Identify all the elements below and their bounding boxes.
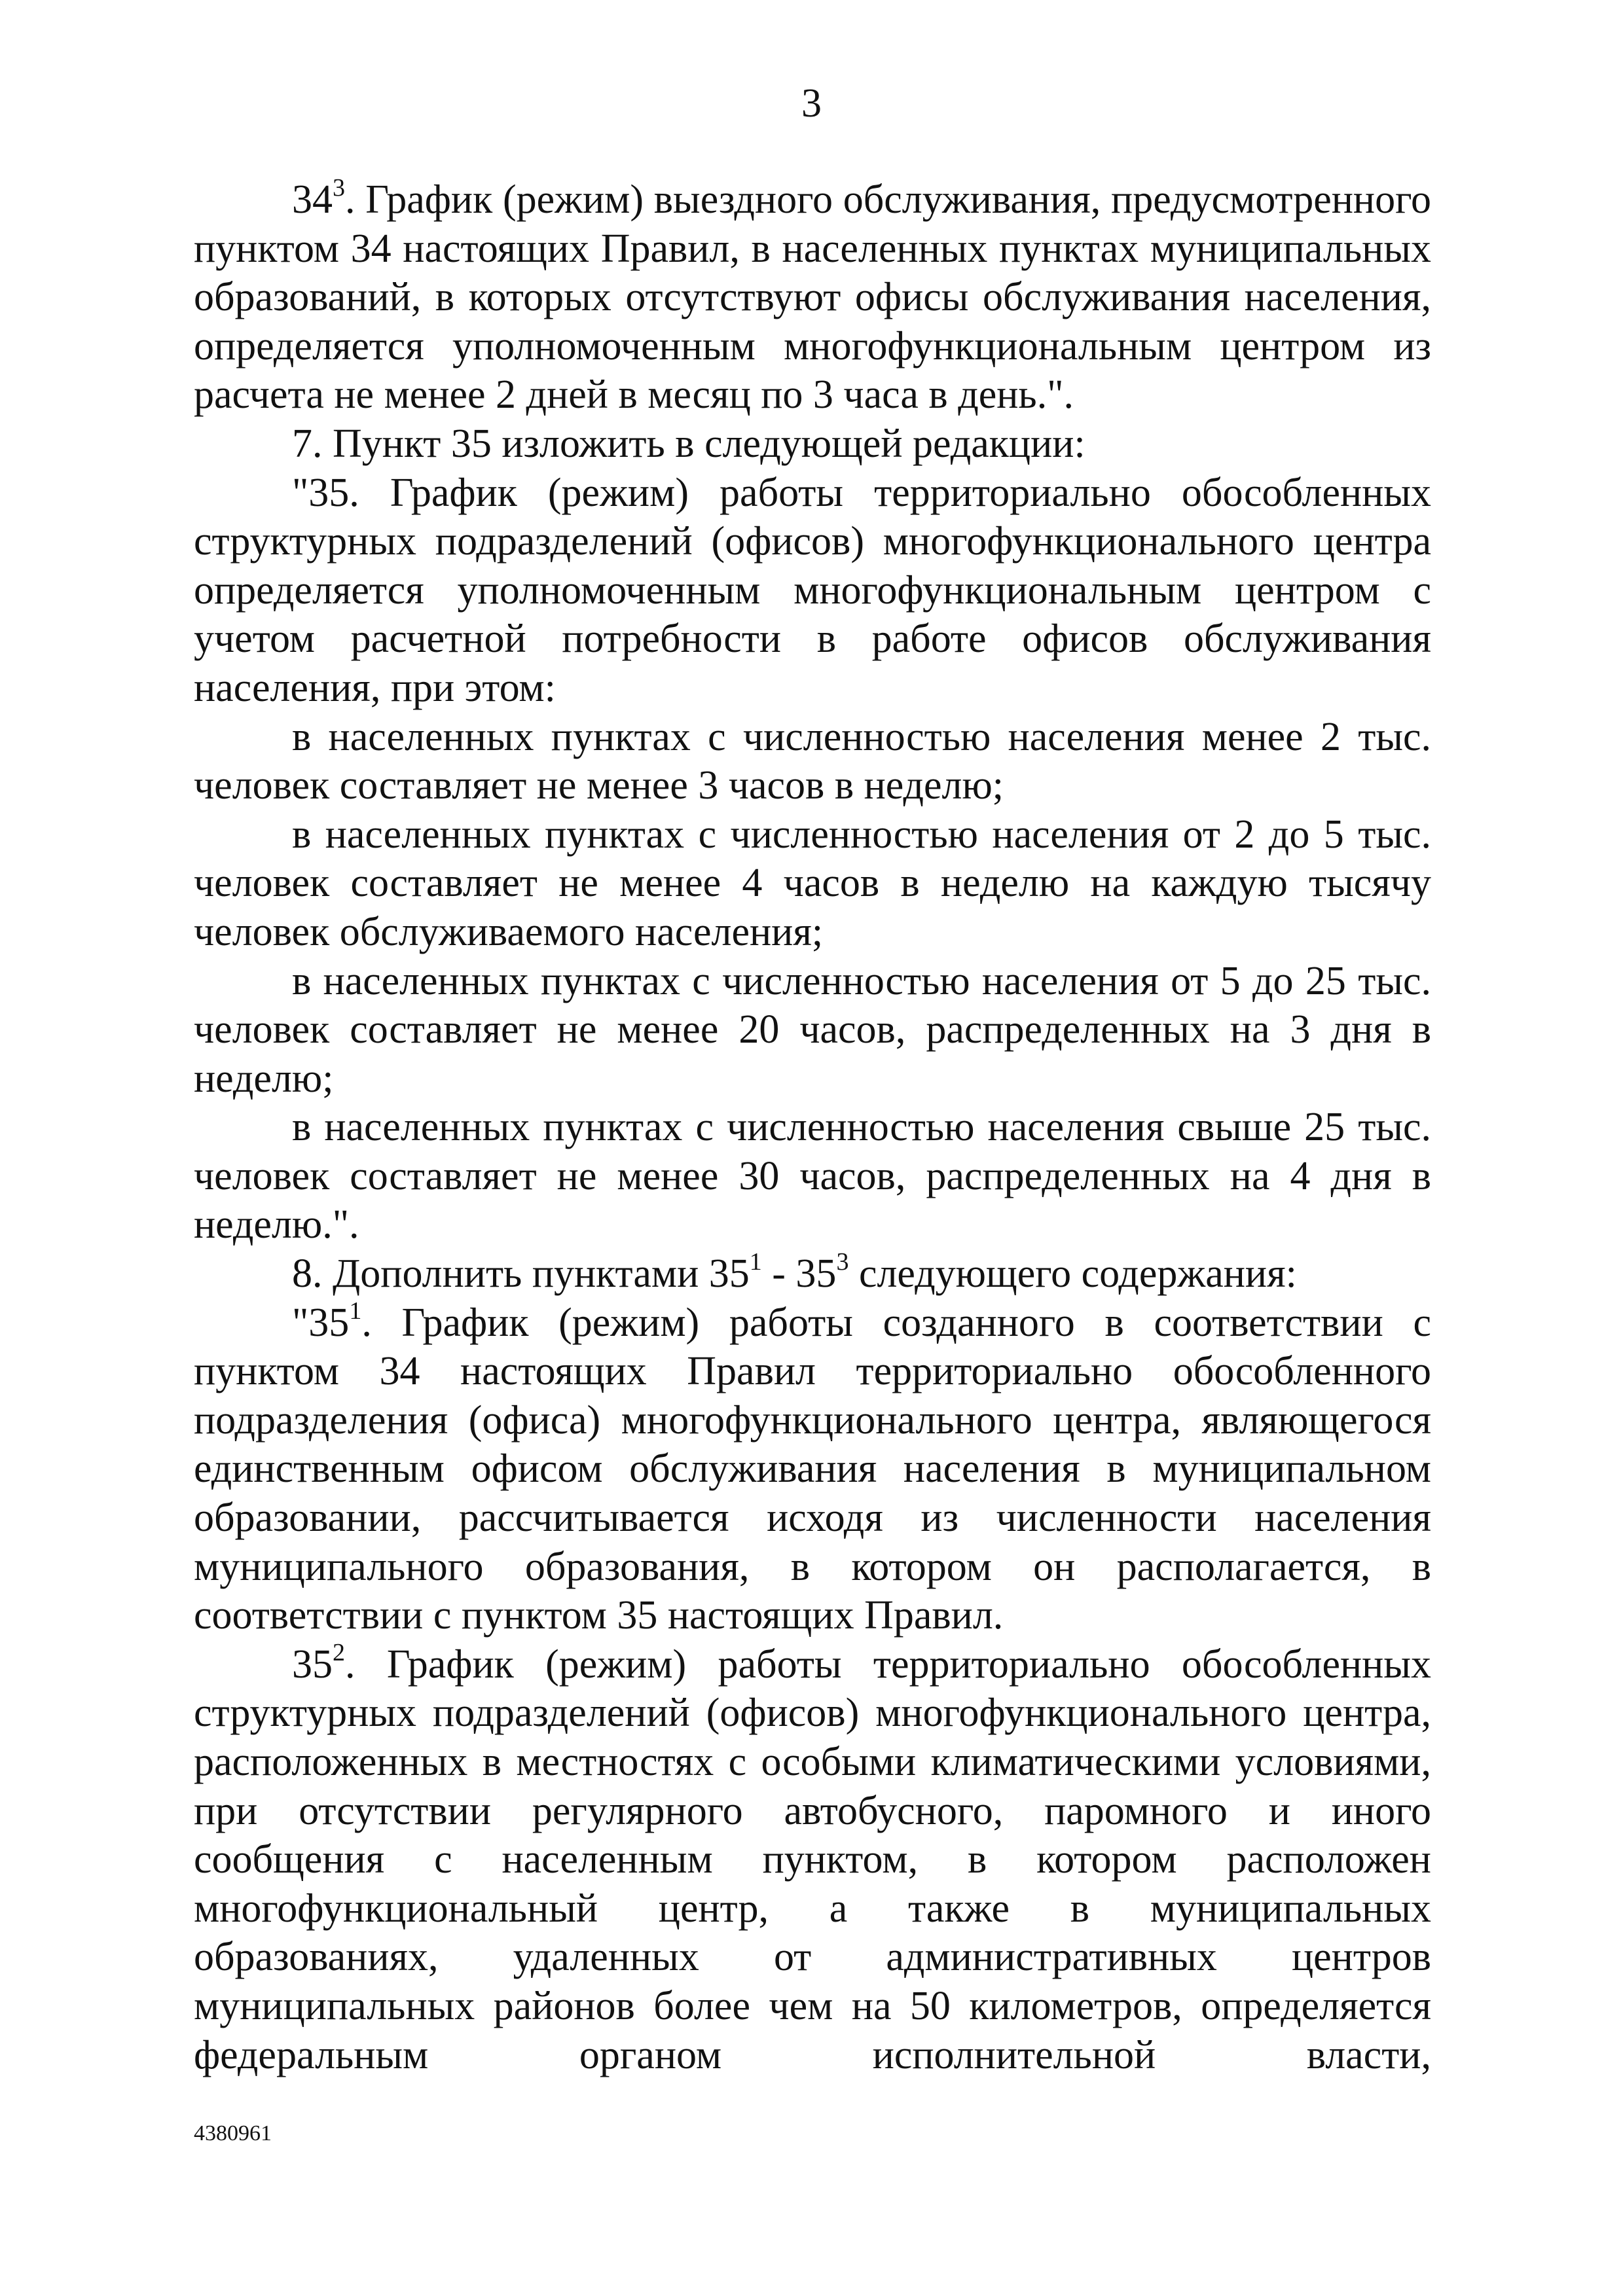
paragraph-text: . График (режим) выездного обслуживания, предусмотренного пунктом 34 настоящих Правил, в населенных пунктах муниципальных образований, в которых отсутствуют офисы обслуживания населения, определяется уполномоченным многофункциональным центром из расчета не менее 2 дней в месяц по 3 часа в день.".: [194, 177, 1431, 418]
paragraph-2k-5k: в населенных пунктах с численностью населения от 2 до 5 тыс. человек составляет не менее 4 часов в неделю на каждую тысячу человек обслуживаемого населения;: [194, 812, 1431, 954]
paragraph-35-2: [194, 1640, 1431, 2079]
paragraph-text: 8. Дополнить пунктами 35: [292, 1251, 750, 1297]
paragraph-item-8: [194, 1249, 1431, 1299]
paragraph-number: "35: [292, 1300, 350, 1345]
paragraph-item-7: 7. Пункт 35 изложить в следующей редакции:: [292, 421, 1085, 466]
paragraph-number: 35: [292, 1641, 333, 1687]
paragraph-over-25k: в населенных пунктах с численностью населения свыше 25 тыс. человек составляет не менее 30 часов, распределенных на 4 дня в неделю.".: [194, 1105, 1431, 1247]
paragraph-35: "35. График (режим) работы территориально обособленных структурных подразделений (офисов) многофункционального центра определяется уполномоченным многофункциональным центром с учетом расчетной потребности в работе офисов обслуживания населения, при этом:: [194, 470, 1431, 710]
paragraph-number: 34: [292, 177, 333, 222]
paragraph-text: следующего содержания:: [848, 1251, 1297, 1297]
superscript: 3: [836, 1248, 849, 1276]
superscript: 3: [333, 174, 345, 202]
paragraph-5k-25k: в населенных пунктах с численностью населения от 5 до 25 тыс. человек составляет не менее 20 часов, распределенных на 3 дня в неделю;: [194, 958, 1431, 1101]
paragraph-under-2k: в населенных пунктах с численностью населения менее 2 тыс. человек составляет не менее 3 часов в неделю;: [194, 714, 1431, 808]
paragraph-text: . График (режим) работы территориально обособленных структурных подразделений (офисов) многофункционального центра, расположенных в местностях с особыми климатическими условиями, при отсутствии регулярного автобусного, паромного и иного сообщения с населенным пунктом, в котором расположен многофункциональный центр, а также в муниципальных образованиях, удаленных от административных центров муниципальных районов более чем на 50 километров, определяется федеральным органом исполнительной власти,: [194, 1641, 1431, 2077]
paragraph-34-3: [194, 175, 1431, 420]
superscript: 1: [749, 1248, 762, 1276]
document-body: [194, 175, 1431, 2079]
superscript: 1: [349, 1297, 362, 1325]
paragraph-35-1: [194, 1299, 1431, 1640]
page-number: 3: [801, 81, 822, 126]
paragraph-text: . График (режим) работы созданного в соответствии с пунктом 34 настоящих Правил территориально обособленного подразделения (офиса) многофункционального центра, являющегося единственным офисом обслуживания населения в муниципальном образовании, рассчитывается исходя из численности населения муниципального образования, в котором он располагается, в соответствии с пунктом 35 настоящих Правил.: [194, 1300, 1431, 1638]
paragraph-text: - 35: [761, 1251, 837, 1297]
superscript: 2: [333, 1639, 345, 1667]
document-code: 4380961: [194, 2121, 272, 2145]
